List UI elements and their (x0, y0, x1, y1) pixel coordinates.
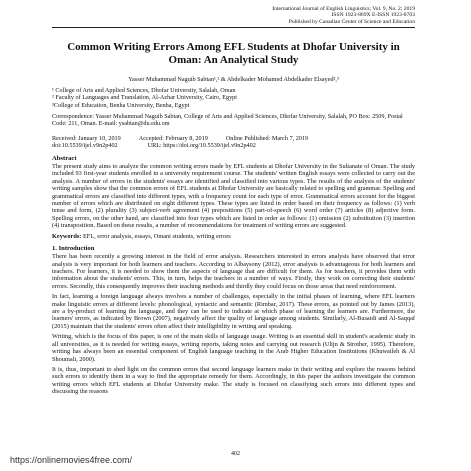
intro-paragraph: It is, thus, important to shed light on the common errors that second language learners make in their writing and explore the reasons behind such errors to identify them in a way to find the appropriate remedy for them. Accordingly, in this paper the authors investigate the common writing errors which EFL students at Dhofar University make. The study is focused on classifying such errors into different types and discussing the reasons (52, 365, 415, 396)
intro-heading: 1. Introduction (52, 245, 95, 253)
intro-paragraph: In fact, learning a foreign language always involves a number of challenges, especially in the initial phases of learning, where EFL learners make linguistic errors at different levels: phonological, syntactic and semantic (Rimbar, 2017). These errors, as pointed out by James (2013), are a by-product of learning the language, and they can be used to indicate at which phase of learning the learners are. Furthermore, the learners' errors, as indicated by Brown (2007), negatively affect the quality of language among students. Similarly, Al-Busaidi and Al-Saqqaf (2015) maintain that the students' errors often affect their intelligibility in writing and speaking. (52, 293, 415, 330)
page-number: 402 (231, 451, 240, 457)
journal-line-2: ISSN 1923-869X E-ISSN 1923-8703 (331, 12, 415, 19)
journal-header (52, 6, 415, 25)
keywords-label: Keywords: (52, 232, 82, 240)
doi-line (52, 142, 415, 150)
affiliations (52, 87, 415, 110)
correspondence: Correspondence: Yasser Muhammad Naguib Sabtan, College of Arts and Applied Sciences, Dhofar University, Salalah, PO Box: 2509, Postal Code: 211, Oman. E-mail: ysabtan@du.edu.om (52, 112, 403, 128)
journal-line-3: Published by Canadian Center of Science and Education (288, 18, 415, 25)
dates-line (52, 135, 415, 143)
abstract-text: The present study aims to analyze the common writing errors made by EFL students at Dhofar University in the Sultanate of Oman. The study included 93 first-year students enrolled in a university requirement course. The students' written English essays were collected to carry out the analysis. A number of errors in the students' essays are identified and classified into various types. The results of the analysis of the students' writing samples show that the common errors of EFL students at Dhofar University are basically related to spelling and grammar. Spelling and grammatical errors are classified into different types, with a frequency count for each type of error. Grammatical errors account for the biggest number of errors which are distributed on eight different types. These types are listed in order based on their frequency as follows: (1) verb tense and form, (2) plurality (3) subject-verb agreement (4) prepositions (5) part-of-speech (6) word order (7) articles (8) adjective form. Spelling errors, on the other hand, are classified into four types which are listed in order as follows: (1) omission (2) substitution (3) insertion (4) transposition. Based on these results, a number of recommendations for treatment of writing errors are suggested. (52, 162, 415, 230)
published-date: Online Published: March 7, 2019 (225, 134, 309, 142)
keywords-text: EFL, error analysis, essays, Omani students, writing errors (81, 232, 231, 240)
affiliation-2: ² Faculty of Languages and Translation, Al-Azhar University, Cairo, Egypt (52, 94, 237, 102)
doi-url[interactable]: URL: https://doi.org/10.5539/ijel.v9n2p402 (147, 142, 256, 150)
paper-title: Common Writing Errors Among EFL Students at Dhofar University in Oman: An Analytical Study (67, 41, 400, 66)
affiliation-1: ¹ College of Arts and Applied Sciences, Dhofar University, Salalah, Oman (52, 86, 236, 94)
authors: Yasser Muhammad Naguib Sabtan¹,² & Abdelkader Mohamed Abdelkader Elsayed²,³ (128, 76, 339, 84)
watermark-url[interactable]: https://onlinemovies4free.com/ (10, 455, 133, 465)
header-rule (52, 27, 415, 28)
intro-paragraph: Writing, which is the focus of this paper, is one of the main skills of language usage. Writing is an essential skill in student's academic study in all universities, as it is needed for writing essays, writing reports, taking notes and carrying out research (Ulijn & Strother, 1995). Therefore, writing has always been an essential component of English language teaching in the Arab Higher Education Institutions (Khuwaileh & Al Shoumali, 2000). (52, 333, 415, 363)
abstract-heading: Abstract (52, 154, 77, 162)
received-date: Received: January 10, 2019 (52, 134, 121, 142)
accepted-date: Accepted: February 8, 2019 (138, 134, 208, 142)
keywords (52, 233, 415, 241)
journal-line-1: International Journal of English Linguistics; Vol. 9, No. 2; 2019 (272, 6, 415, 12)
doi: doi:10.5539/ijel.v9n2p402 (52, 142, 118, 150)
intro-paragraph: There has been recently a growing interest in the field of error analysis. Researchers interested in errors analysis have observed that error analysis is very important for both learners and teachers. According to Albaysony (2012), error analysis is advantageous for both learners and teachers. For learners, it is needed to show them the aspects of language that are difficult for them. As for teachers, it provides them with information about the students' errors. This, in turn, helps the teachers in a number of ways. Firstly, they work on correcting their students' errors. Secondly, this consequently improves their teaching methods and thirdly they could focus on those areas that need reinforcement. (52, 253, 415, 290)
affiliation-3: ³College of Education, Benha University, Benha, Egypt (52, 102, 190, 109)
